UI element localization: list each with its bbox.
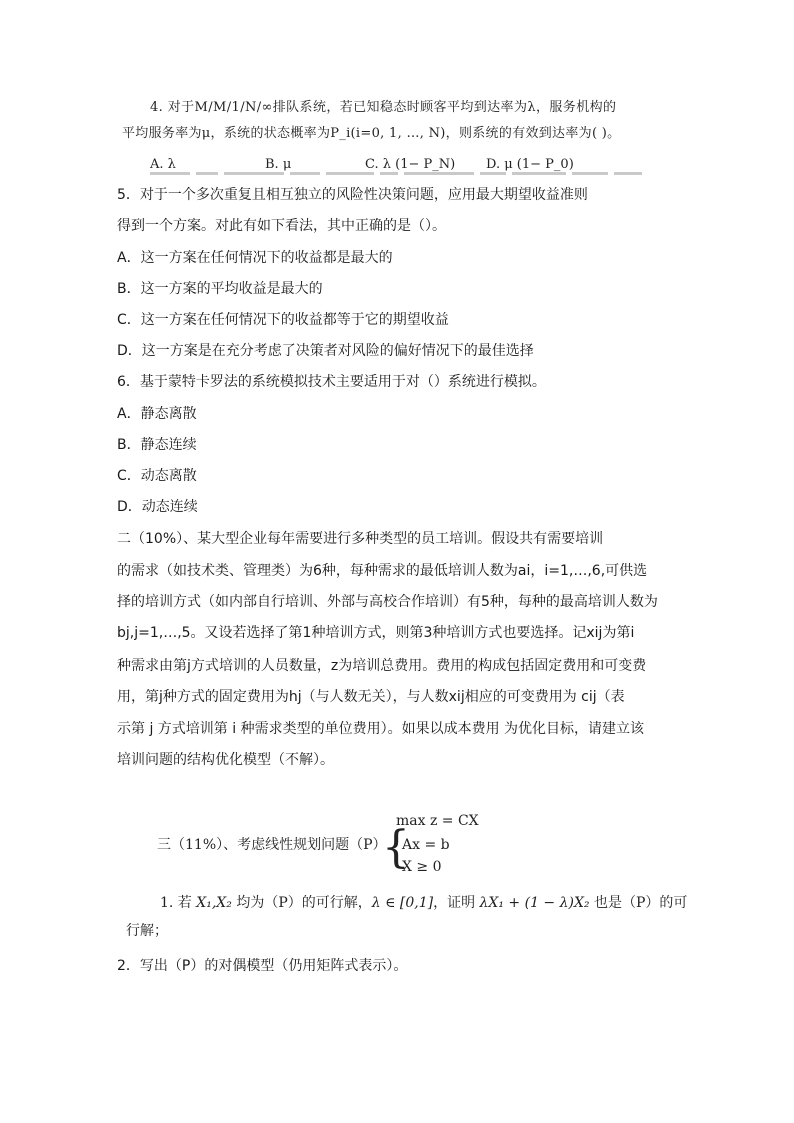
- q1-prefix: 1. 若: [160, 895, 197, 911]
- q5-option-a: A．这一方案在任何情况下的收益都是最大的: [117, 250, 393, 266]
- constraint-brace: {: [382, 822, 410, 873]
- q1-prove-text: ，证明: [433, 895, 480, 911]
- section3-q2: 2．写出（P）的对偶模型（仍用矩阵式表示）。: [117, 958, 408, 974]
- section3-q1-line2: 行解；: [126, 923, 168, 939]
- section2-line: 用，第j种方式的固定费用为hj（与人数无关），与人数xij相应的可变费用为 cij（表: [117, 689, 625, 705]
- q5-option-b: B．这一方案的平均收益是最大的: [117, 281, 323, 297]
- q1-variables: X₁,X₂: [196, 895, 232, 911]
- section3-constraint-1: Ax = b: [402, 837, 450, 853]
- q1-mid-text: 均为（P）的可行解，: [231, 895, 372, 911]
- section3-q1-line1: [160, 893, 687, 913]
- section2-line: 种需求由第j方式培训的人员数量，z为培训总费用。费用的构成包括固定费用和可变费: [117, 658, 647, 674]
- section2-line: 择的培训方式（如内部自行培训、外部与高校合作培训）有5种，每种的最高培训人数为: [117, 594, 658, 610]
- section2-line: 二（10%）、某大型企业每年需要进行多种类型的员工培训。假设共有需要培训: [117, 531, 604, 547]
- q6-line1: 6．基于蒙特卡罗法的系统模拟技术主要适用于对（）系统进行模拟。: [117, 374, 546, 390]
- q4-option-d: D. μ (1− P_0): [486, 157, 574, 172]
- q5-option-c: C．这一方案在任何情况下的收益都等于它的期望收益: [117, 312, 449, 328]
- section2-line: 示第 j 方式培训第 i 种需求类型的单位费用）。如果以成本费用 为优化目标，请建立该: [117, 721, 645, 737]
- q4-line1: 4. 对于M/M/1/N/∞排队系统，若已知稳态时顾客平均到达率为λ，服务机构的: [150, 100, 617, 115]
- q5-line2: 得到一个方案。对此有如下看法，其中正确的是（）。: [117, 218, 446, 234]
- q4-option-a: A. λ: [150, 157, 176, 172]
- q6-option-b: B．静态连续: [117, 437, 197, 453]
- q5-option-d: D．这一方案是在充分考虑了决策者对风险的偏好情况下的最佳选择: [117, 343, 534, 359]
- section2-line: bj,j=1,…,5。又设若选择了第1种培训方式，则第3种培训方式也要选择。记xij为第i: [117, 625, 635, 641]
- q4-option-b: B. μ: [265, 157, 292, 172]
- q6-option-d: D．动态连续: [117, 499, 198, 515]
- q1-lambda-range: λ ∈ [0,1]: [371, 895, 434, 911]
- section2-line: 培训问题的结构优化模型（不解）。: [117, 752, 334, 768]
- section3-heading: 三（11%）、考虑线性规划问题（P）: [157, 837, 387, 853]
- q6-option-a: A．静态离散: [117, 406, 197, 422]
- q4-option-c: C. λ (1− P_N): [365, 157, 456, 172]
- section3-constraint-2: X ≥ 0: [402, 859, 442, 875]
- q1-combination: λX₁ + (1 − λ)X₂: [479, 895, 590, 911]
- section2-line: 的需求（如技术类、管理类）为6种，每种需求的最低培训人数为ai，i=1,…,6,可供选: [117, 563, 648, 579]
- q1-tail-text: 也是（P）的可: [589, 895, 688, 911]
- q4-line2: 平均服务率为μ，系统的状态概率为P_i(i=0, 1, …, N)，则系统的有效到达率为( )。: [122, 126, 621, 141]
- scan-artifact-divider: [150, 172, 670, 178]
- q5-line1: 5．对于一个多次重复且相互独立的风险性决策问题，应用最大期望收益准则: [117, 187, 588, 203]
- section3-objective: max z = CX: [396, 813, 479, 829]
- q6-option-c: C．动态离散: [117, 468, 197, 484]
